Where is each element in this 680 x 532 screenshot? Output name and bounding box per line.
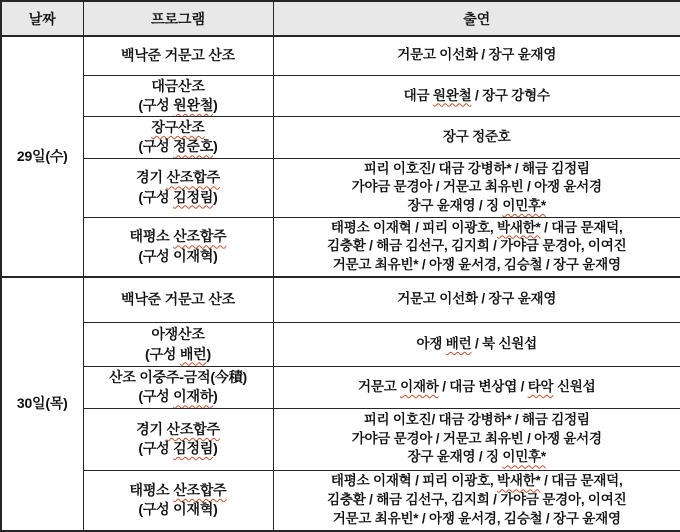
text-segment: 아쟁: [416, 336, 446, 352]
text-segment: 가야금 문경아 / 거문고 최유빈 / 아쟁 윤서경: [351, 430, 602, 446]
text-segment: 거문고 최유빈* / 아쟁 윤서경, 김승철 / 장구 윤재영: [332, 510, 621, 526]
text-line: [88, 325, 269, 344]
table-row: [1, 217, 680, 276]
text-segment: 김충환 / 해금 김선구, 김지희 / 가야금 문경아, 이여진: [327, 238, 627, 254]
program-cell: [83, 158, 273, 217]
spellcheck-marked-word: 산조합주: [166, 420, 220, 437]
text-segment: (구성: [145, 345, 180, 362]
text-segment: / 북 신원섭: [471, 336, 537, 352]
spellcheck-marked-word: 이재하: [400, 379, 439, 394]
text-line: [88, 227, 269, 246]
text-line: [278, 472, 677, 491]
spellcheck-marked-word: 배런: [445, 336, 472, 352]
text-segment: 거문고: [358, 379, 401, 394]
text-line: [88, 387, 269, 406]
text-segment: 장구 윤재영 / 징: [407, 198, 503, 213]
cast-cell: [273, 36, 680, 75]
text-line: [278, 256, 677, 275]
text-line: [88, 481, 269, 500]
text-segment: (구성: [138, 188, 174, 205]
col-header-program: 프로그램: [83, 1, 273, 36]
text-line: 백낙준 거문고 산조: [121, 291, 235, 308]
spellcheck-marked-word: 배런: [179, 345, 207, 362]
program-cell: [83, 470, 273, 531]
table-row: [1, 367, 680, 409]
text-segment: 가야금 문경아 / 거문고 최유빈 / 아쟁 윤서경: [351, 179, 602, 195]
text-segment: 산조 이중주-금적(今積): [109, 369, 247, 385]
cast-cell: [273, 75, 680, 117]
text-line: [88, 345, 269, 364]
text-segment: (구성: [138, 440, 174, 457]
text-segment: (구성: [138, 138, 174, 155]
text-segment: ): [213, 138, 218, 155]
text-segment: 경기: [136, 169, 167, 186]
table-row: [1, 75, 680, 117]
col-header-cast: 출연: [273, 1, 680, 36]
text-line: 백낙준 거문고 산조: [121, 47, 235, 64]
text-line: [88, 137, 269, 156]
spellcheck-marked-word: 박새한*: [497, 473, 541, 489]
table-row: [1, 117, 680, 159]
text-line: [278, 219, 677, 238]
cast-cell: [273, 217, 680, 276]
text-line: [278, 335, 677, 354]
text-line: 장구 정준호: [442, 129, 511, 145]
text-segment: 거문고 최유빈* / 아쟁 윤서경, 김승철 / 장구 윤재영: [332, 256, 621, 272]
text-line: [88, 96, 269, 115]
text-line: 거문고 이선화 / 장구 윤재영: [397, 47, 557, 63]
cast-cell: [273, 158, 680, 217]
text-segment: 태평소 이재혁 / 피리 이광호,: [330, 473, 498, 489]
text-line: [278, 237, 677, 256]
cast-cell: [273, 117, 680, 159]
text-line: [88, 247, 269, 266]
text-segment: 피리 이호진/ 대금 강병하* / 해금 김정림: [363, 160, 590, 176]
table-row: [1, 36, 680, 75]
text-segment: 태평소: [129, 228, 174, 245]
text-segment: / 대금 문재덕,: [540, 219, 623, 235]
program-cell: [83, 217, 273, 276]
date-cell: 29일(수): [1, 36, 83, 277]
text-line: [88, 439, 269, 458]
spellcheck-marked-word: 박새한*: [497, 219, 541, 235]
text-line: [278, 411, 677, 430]
cast-cell: [273, 323, 680, 367]
text-segment: 경기: [136, 420, 167, 437]
text-segment: ): [206, 345, 211, 362]
spellcheck-marked-word: 산조합주: [166, 169, 220, 186]
text-segment: 장구 윤재영 / 징: [407, 449, 503, 465]
text-segment: (구성 이재혁): [138, 501, 218, 518]
header-row: [1, 1, 680, 36]
table-row: [1, 323, 680, 367]
spellcheck-marked-word: 타악: [527, 379, 554, 394]
text-segment: (구성: [138, 388, 174, 405]
spellcheck-marked-word: 이민후*: [502, 449, 546, 465]
program-cell: [83, 75, 273, 117]
program-cell: [83, 117, 273, 159]
spellcheck-marked-word: 김정림: [173, 188, 214, 205]
text-line: [88, 500, 269, 519]
text-segment: 피리 이호진/ 대금 강병하* / 해금 김정림: [363, 412, 590, 428]
table-row: [1, 158, 680, 217]
text-line: [88, 118, 269, 137]
text-line: [278, 87, 677, 106]
text-segment: (구성: [138, 96, 174, 113]
program-cell: [83, 367, 273, 409]
text-line: [278, 378, 677, 397]
cast-cell: [273, 277, 680, 323]
schedule-table-body: [1, 36, 680, 531]
spellcheck-marked-word: 원완철: [432, 87, 472, 103]
text-line: [278, 197, 677, 216]
table-row: [1, 470, 680, 531]
spellcheck-marked-word: 이민후*: [502, 198, 546, 213]
date-cell: 30일(목): [1, 277, 83, 532]
spellcheck-marked-word: 장구산조: [151, 119, 205, 136]
program-cell: [83, 408, 273, 470]
text-segment: ): [213, 440, 218, 457]
table-row: [1, 408, 680, 470]
text-segment: 태평소 이재혁 / 피리 이광호,: [330, 219, 498, 235]
text-line: [278, 178, 677, 197]
text-line: [278, 491, 677, 510]
text-line: 거문고 이선화 / 장구 윤재영: [397, 291, 557, 307]
text-segment: ): [213, 96, 218, 113]
text-segment: 대금산조: [151, 77, 205, 94]
spellcheck-marked-word: 정준호: [173, 138, 214, 155]
cast-cell: [273, 470, 680, 531]
text-segment: / 대금 문재덕,: [540, 473, 623, 489]
spellcheck-marked-word: 이재하: [173, 388, 214, 405]
text-line: [278, 448, 677, 467]
spellcheck-marked-word: 산조합주: [173, 228, 227, 245]
text-line: [88, 168, 269, 187]
text-segment: 아쟁산조: [151, 326, 205, 343]
text-line: [88, 420, 269, 439]
text-line: [278, 160, 677, 179]
cast-cell: [273, 408, 680, 470]
text-segment: 태평소: [129, 482, 174, 499]
spellcheck-marked-word: 산조합주: [173, 482, 227, 499]
text-segment: ): [213, 388, 218, 405]
text-line: [88, 368, 269, 387]
table-row: [1, 277, 680, 323]
spellcheck-marked-word: 원완철: [173, 96, 214, 113]
text-segment: (구성 이재혁): [138, 247, 218, 264]
text-segment: / 대금 변상엽 /: [438, 379, 528, 394]
text-segment: / 장구 강형수: [471, 87, 550, 103]
cast-cell: [273, 367, 680, 409]
spellcheck-marked-word: 김정림: [173, 440, 214, 457]
text-segment: 김충환 / 해금 김선구, 김지희 / 가야금 문경아, 이여진: [327, 492, 627, 508]
text-segment: ): [213, 188, 218, 205]
program-cell: [83, 36, 273, 75]
table-header: [1, 1, 680, 36]
text-line: [278, 510, 677, 529]
program-cell: [83, 323, 273, 367]
text-line: [88, 188, 269, 207]
col-header-date: 날짜: [1, 1, 83, 36]
text-line: [88, 77, 269, 96]
text-segment: 대금: [403, 87, 433, 103]
text-line: [278, 430, 677, 449]
text-segment: 신원섭: [553, 379, 596, 394]
program-cell: [83, 277, 273, 323]
